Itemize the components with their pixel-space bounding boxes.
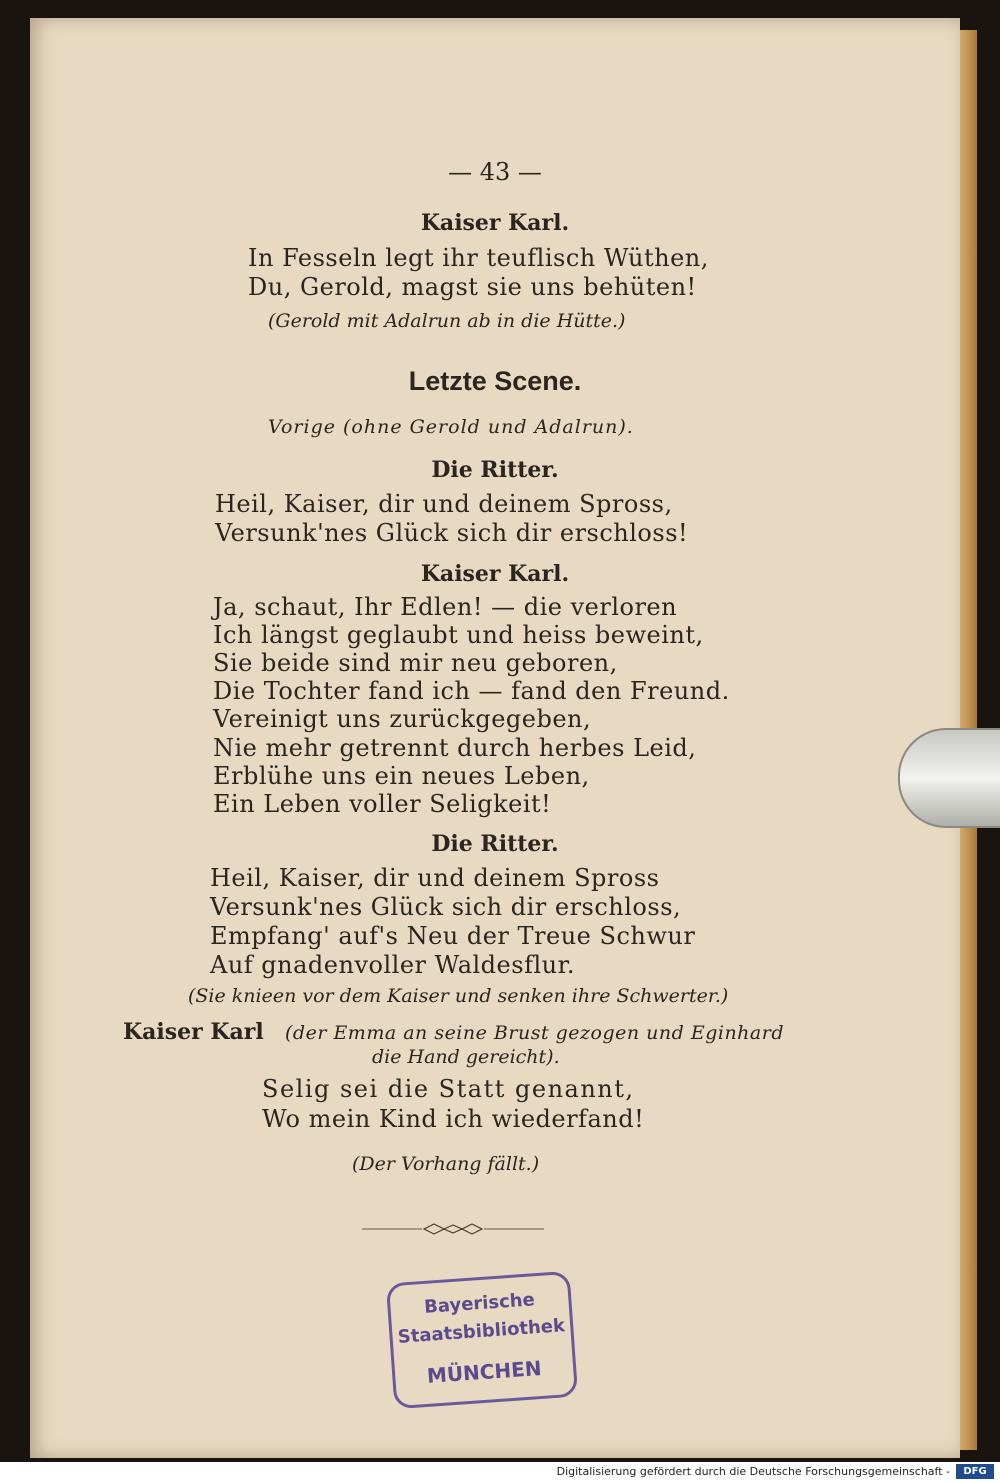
verse-line: In Fesseln legt ihr teuflisch Wüthen,: [248, 244, 709, 272]
stage-direction: (der Emma an seine Brust gezogen und Eginhard: [285, 1022, 784, 1044]
page-clip: [898, 728, 1000, 828]
verse-line: Auf gnadenvoller Waldesflur.: [210, 951, 576, 979]
verse-line: Heil, Kaiser, dir und deinem Spross: [210, 864, 660, 892]
scene-direction: Vorige (ohne Gerold und Adalrun).: [268, 416, 634, 438]
verse-line: Ich längst geglaubt und heiss beweint,: [213, 621, 704, 649]
ornament-divider: [362, 1222, 544, 1236]
verse-line: Sie beide sind mir neu geboren,: [213, 649, 618, 677]
dfg-logo: DFG: [956, 1464, 994, 1479]
verse-line: Nie mehr getrennt durch herbes Leid,: [213, 734, 697, 762]
footer-bar: [0, 1462, 1000, 1482]
stamp-line: MÜNCHEN: [426, 1355, 543, 1388]
verse-line: Vereinigt uns zurückgegeben,: [213, 705, 592, 733]
verse-line: Wo mein Kind ich wiederfand!: [262, 1105, 645, 1133]
verse-line: Heil, Kaiser, dir und deinem Spross,: [215, 490, 673, 518]
speaker-kaiser-karl-1: Kaiser Karl.: [420, 210, 570, 236]
curtain-direction: (Der Vorhang fällt.): [352, 1153, 540, 1175]
stamp-line: Bayerische: [423, 1289, 536, 1318]
verse-line: Erblühe uns ein neues Leben,: [213, 762, 590, 790]
verse-line: Ein Leben voller Seligkeit!: [213, 790, 552, 818]
footer-credit: Digitalisierung gefördert durch die Deutsche Forschungsgemeinschaft -: [556, 1465, 950, 1478]
verse-line: Empfang' auf's Neu der Treue Schwur: [210, 922, 696, 950]
speaker-die-ritter-2: Die Ritter.: [431, 831, 559, 857]
library-stamp: [386, 1271, 578, 1410]
scene-title: Letzte Scene.: [408, 366, 582, 396]
stage-direction: die Hand gereicht).: [372, 1046, 560, 1068]
verse-line: Versunk'nes Glück sich dir erschloss,: [210, 893, 682, 921]
verse-line: Versunk'nes Glück sich dir erschloss!: [215, 519, 689, 547]
stage-direction: (Gerold mit Adalrun ab in die Hütte.): [268, 310, 626, 332]
verse-line: Ja, schaut, Ihr Edlen! — die verloren: [213, 593, 678, 621]
verse-line: Die Tochter fand ich — fand den Freund.: [213, 677, 730, 705]
verse-line: Selig sei die Statt genannt,: [262, 1075, 635, 1103]
speaker-die-ritter-1: Die Ritter.: [431, 457, 559, 483]
verse-line: Du, Gerold, magst sie uns behüten!: [248, 273, 697, 301]
speaker-kaiser-karl-2: Kaiser Karl.: [420, 561, 570, 587]
speaker-kaiser-karl-3: Kaiser Karl: [123, 1019, 264, 1045]
stamp-line: Staatsbibliothek: [397, 1315, 566, 1348]
page-number: — 43 —: [448, 158, 542, 186]
stage-direction: (Sie knieen vor dem Kaiser und senken ihre Schwerter.): [188, 985, 729, 1007]
